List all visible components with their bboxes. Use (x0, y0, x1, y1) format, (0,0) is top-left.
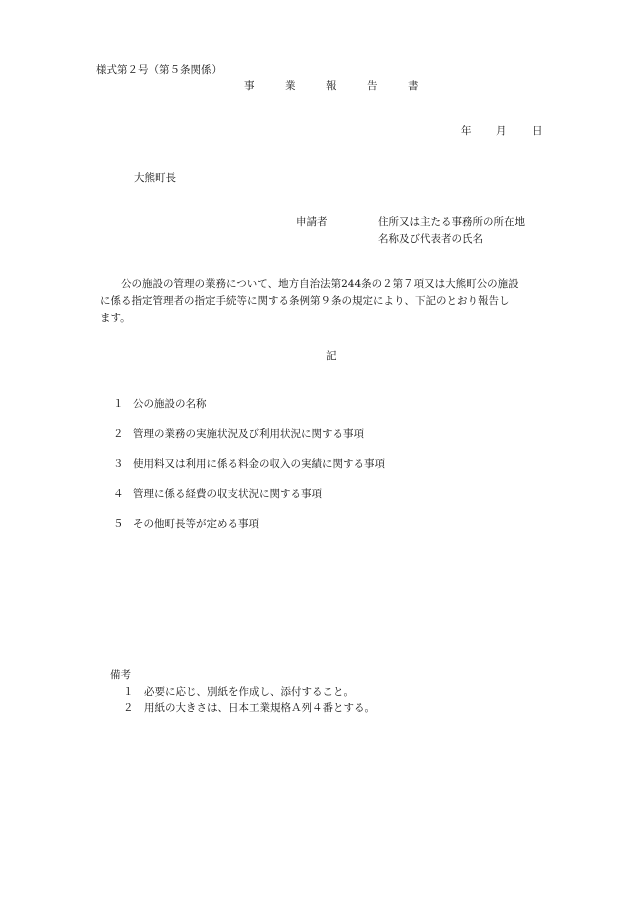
body-line: ます。 (100, 312, 131, 324)
date-year-label: 年 (461, 125, 472, 137)
item-text: 使用料又は利用に係る料金の収入の実績に関する事項 (133, 458, 385, 470)
title-char: 報 (326, 80, 337, 92)
item-number: ５ (113, 518, 124, 530)
body-line: 公の施設の管理の業務について、地方自治法第244条の２第７項又は大熊町公の施設 (121, 278, 519, 290)
item-number: １ (113, 398, 124, 410)
body-line: に係る指定管理者の指定手続等に関する条例第９条の規定により、下記のとおり報告し (100, 295, 510, 307)
applicant-label: 申請者 (296, 216, 328, 228)
notes-title: 備考 (110, 669, 131, 681)
title-char: 告 (367, 80, 378, 92)
date-month-label: 月 (496, 125, 507, 137)
item-number: ４ (113, 488, 124, 500)
applicant-address-line: 住所又は主たる事務所の所在地 (378, 216, 525, 228)
item-text: 管理に係る経費の収支状況に関する事項 (133, 488, 322, 500)
title-char: 業 (285, 80, 296, 92)
note-number: ２ (123, 702, 134, 714)
note-text: 用紙の大きさは、日本工業規格Ａ列４番とする。 (144, 702, 375, 714)
title-char: 事 (244, 80, 255, 92)
date-day-label: 日 (532, 125, 543, 137)
item-number: ２ (113, 428, 124, 440)
title-char: 書 (408, 80, 419, 92)
ki-heading: 記 (326, 350, 337, 362)
addressee: 大熊町長 (134, 172, 176, 184)
applicant-name-line: 名称及び代表者の氏名 (378, 233, 483, 245)
item-number: ３ (113, 458, 124, 470)
body-paragraph (100, 276, 572, 327)
item-text: 管理の業務の実施状況及び利用状況に関する事項 (133, 428, 364, 440)
note-number: １ (123, 686, 134, 698)
item-text: その他町長等が定める事項 (133, 518, 259, 530)
form-number: 様式第２号（第５条関係） (96, 64, 222, 76)
item-text: 公の施設の名称 (133, 398, 207, 410)
note-text: 必要に応じ、別紙を作成し、添付すること。 (144, 686, 354, 698)
